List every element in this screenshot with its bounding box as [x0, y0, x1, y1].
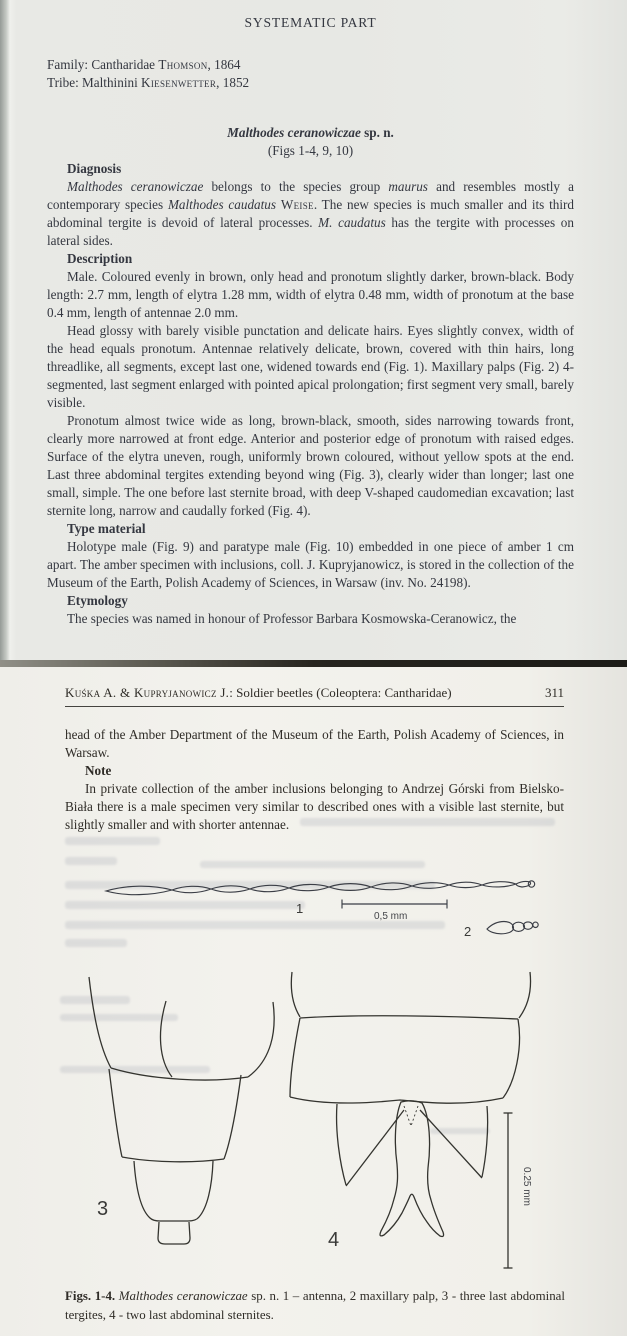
tergites-figure [89, 977, 274, 1244]
diagnosis-paragraph: Malthodes ceranowiczae belongs to the species group maurus and resembles mostly a contemporary species Malthodes caudatus Weise. The new species is much smaller and its third abdominal tergite is devoid of lateral processes. M. caudatus has the tergite with processes on lateral sides. [47, 179, 575, 248]
page2-content [65, 684, 564, 834]
etymology-heading: Etymology [67, 593, 128, 608]
family-line: Family: Cantharidae Thomson, 1864 [47, 57, 241, 72]
note-paragraph: In private collection of the amber inclusions belonging to Andrzej Górski from Bielsko-Biała there is a male specimen very similar to described ones with a visible last sternite, but slightly smaller and with shorter antennae. [65, 781, 564, 832]
species-heading: Malthodes ceranowiczae sp. n. [227, 125, 394, 140]
sternites-figure [290, 972, 531, 1237]
running-head [65, 684, 564, 707]
tribe-line: Tribe: Malthinini Kiesenwetter, 1852 [47, 75, 250, 90]
sternites-scale-bar [504, 1113, 513, 1268]
figure-label-3: 3 [97, 1198, 109, 1220]
figures-1-4-illustration [0, 855, 627, 1275]
figure-label-4: 4 [328, 1229, 340, 1251]
continuation-paragraph: head of the Amber Department of the Museum of the Earth, Polish Academy of Sciences, in Warsaw. [65, 727, 564, 760]
page1-content [47, 14, 574, 628]
page-number: 311 [544, 685, 564, 700]
description-paragraph-3: Pronotum almost twice wide as long, brown-black, smooth, sides narrowing towards front, clearly more narrowed at front edge. Anterior and posterior edge of pronotum with raised edges. Surface of the elytra uneven, rough, uniformly brown coloured, without yellow spots at the end. Last three abdominal tergites extending beyond wing (Fig. 3), clearly wider than longer; last one small, simple. The one before last sternite broad, with deep V-shaped caudomedian excavation; last sternite long, narrow and caudally forked (Fig. 4). [47, 413, 574, 518]
figure-label-1: 1 [296, 901, 304, 916]
sternites-scale-label: 0.25 mm [521, 1167, 532, 1206]
antenna-figure [106, 881, 535, 895]
type-material-heading: Type material [67, 521, 146, 536]
antenna-scale-label: 0,5 mm [374, 911, 408, 922]
type-material-paragraph: Holotype male (Fig. 9) and paratype male (Fig. 10) embedded in one piece of amber 1 cm apart. The amber specimen with inclusions, coll. J. Kupryjanowicz, is stored in the collection of the Museum of the Earth, Polish Academy of Sciences, in Warsaw (inv. No. 24198). [47, 539, 574, 590]
bleedthrough-line [65, 837, 160, 845]
description-heading: Description [67, 251, 133, 266]
page1-bottom-edge [0, 660, 627, 667]
description-paragraph-2: Head glossy with barely visible punctation and delicate hairs. Eyes slightly convex, width of the head equals pronotum. Antennae relatively delicate, brown, covered with thin hairs, long threadlike, all segments, except last one, widened towards end (Fig. 1). Maxillary palps (Fig. 2) 4-segmented, last segment enlarged with pointed apical prolongation; first segment very small, barely visible. [47, 323, 574, 410]
figure-label-2: 2 [464, 924, 472, 939]
species-figs-line: (Figs 1-4, 9, 10) [267, 143, 354, 158]
description-paragraph-1: Male. Coloured evenly in brown, only head and pronotum slightly darker, brown-black. Body length: 2.7 mm, length of elytra 1.28 mm, width of elytra 0.48 mm, width of pronotum at the base 0.4 mm, length of antennae 2.0 mm. [47, 269, 574, 320]
running-head-title: Kuśka A. & Kupryjanowicz J.: Soldier beetles (Coleoptera: Cantharidae) [65, 685, 452, 700]
figure-caption: Figs. 1-4. Malthodes ceranowiczae sp. n. 1 – antenna, 2 maxillary palp, 3 - three last abdominal tergites, 4 - two last abdominal sternites. [65, 1289, 565, 1322]
section-title: SYSTEMATIC PART [244, 15, 377, 30]
maxillary-palp-figure [487, 922, 538, 934]
note-heading: Note [85, 763, 112, 778]
antenna-scale-bar [342, 900, 447, 909]
diagnosis-heading: Diagnosis [67, 161, 122, 176]
etymology-paragraph: The species was named in honour of Professor Barbara Kosmowska-Ceranowicz, the [67, 611, 517, 626]
